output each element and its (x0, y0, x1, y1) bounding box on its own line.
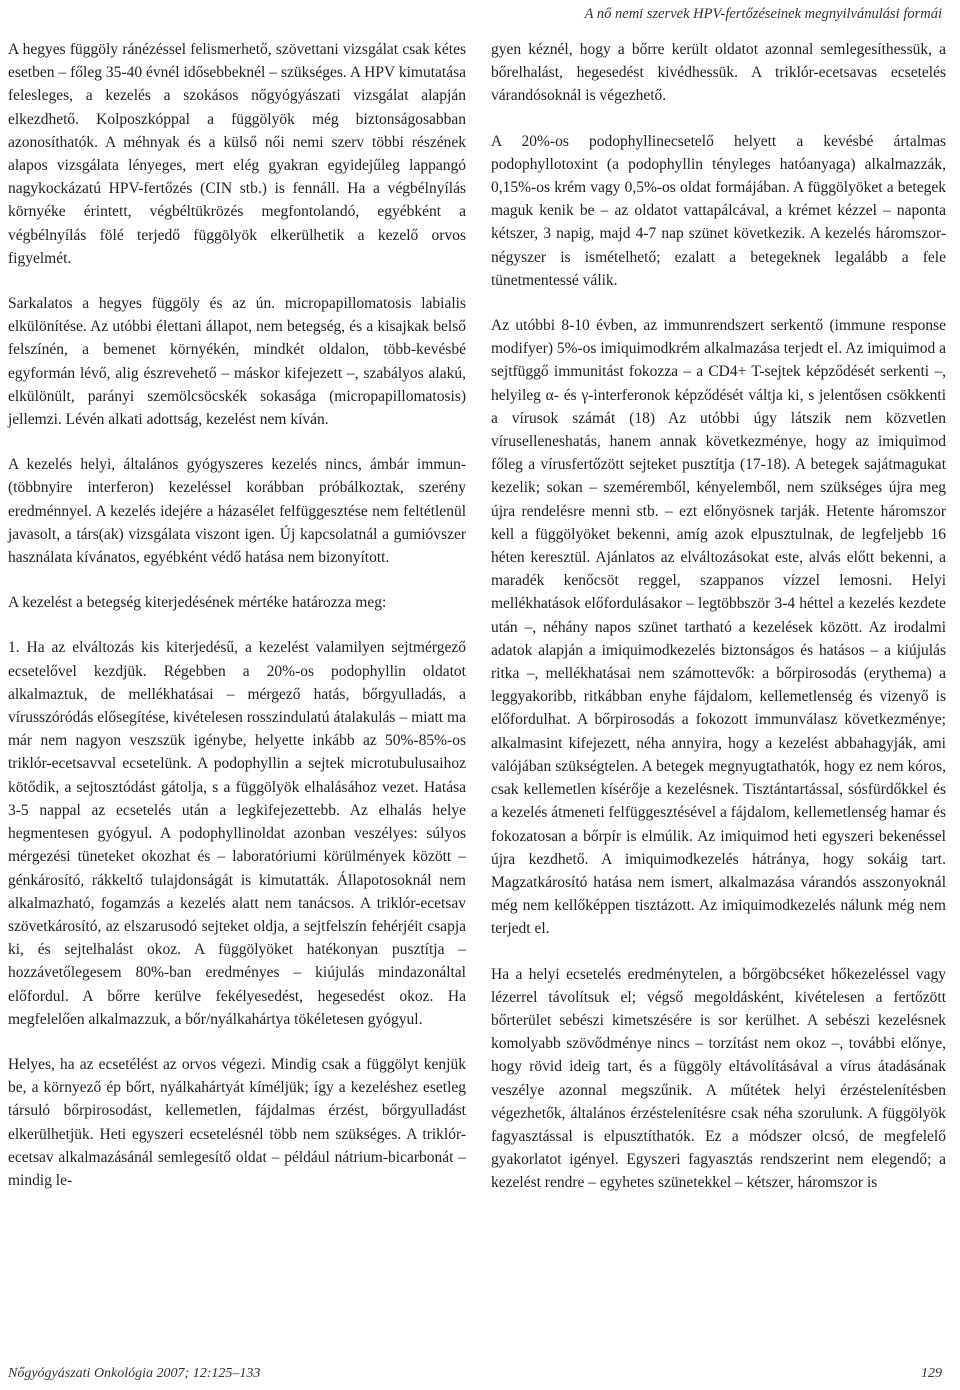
paragraph: gyen kéznél, hogy a bőrre került oldatot azonnal semlegesíthessük, a bőrelhalást, hegesedést kivédhessük. A triklór-ecetsavas ecsetelés várandósoknál is végezhető. (491, 41, 946, 105)
running-title: A nő nemi szervek HPV-fertőzéseinek megnyilvánulási formái (584, 6, 942, 22)
paragraph: Ha a helyi ecsetelés eredménytelen, a bőrgöbcséket hőkezeléssel vagy lézerrel távolítsuk el; végső megoldásként, kivételesen a fertőzött bőrterület sebészi kimetszésére is sor kerülhet. A sebészi kezelésnek komolyabb szövődménye nincs – torzítást nem okoz –, további előnye, hogy rövid ideig tart, és a függöly eltávolításával a vírus átadásának veszélye azonnal megszűnik. A műtétek helyi érzéstelenítésben végezhetők, általános érzéstelenítésre csak néha szorulunk. A függölyök fagyasztással is elpusztíthatók. Ez a módszer olcsó, de megfelelő gyakorlatot igényel. Egyszeri fagyasztás rendszerint nem elegendő; a kezelést rendre – egyhetes szünetekkel – kétszer, háromszor is (491, 965, 946, 1192)
right-column (491, 38, 946, 1217)
paragraph: Az utóbbi 8-10 évben, az immunrendszert serkentő (immune response modifyer) 5%-os imiquimodkrém alkalmazása terjedt el. Az imiquimod a sejtfüggő immunitást fokozza – a CD4+ T-sejtek képződését serkenti –, helyileg α- és γ-interferonok képződését váltja ki, s jelentősen csökkenti a vírusok számát (18) Az utóbbi úgy látszik nem közvetlen víruselleneshatás, hanem annak következménye, hogy az imiquimod főleg a vírusfertőzött sejteket pusztítja (17-18). A betegek sajátmagukat kezelik; sokan – szeméremből, kényelemből, nem szükséges újra meg újra rendelésre menni stb. – ezt előnyösnek tarják. Hetente háromszor kell a függölyöket bekenni, amíg azok elpusztulnak, de legfeljebb 16 héten keresztül. Ajánlatos az elváltozásokat este, alvás előtt bekenni, a maradék kenőcsöt reggel, szappanos vízzel lemosni. Helyi mellékhatások előfordulásakor – legtöbbször 3-4 héttel a kezelés kezdete után –, néhány napos szünet tartható a kezelések között. Az irodalmi adatok alapján a imiquimodkezelés biztonságos és hatásos – a kiújulás ritka –, mellékhatásai nem számottevők: a bőrpirosodás (erythema) a leggyakoribb, ritkábban enyhe fájdalom, kellemetlenség és vizenyő is előfordulhat. A bőrpirosodás a fokozott immunválasz következménye; alkalmasint kifejezett, néha annyira, hogy a kezelést abbahagyják, ami valójában szükségtelen. A betegek megnyugtathatók, hogy ez nem kóros, csak kellemetlen kísérője a kezelésnek. Tisztántartással, sósfürdőkkel és a kezelés átmeneti felfüggesztésével a fájdalom, kellemetlenség hamar és fokozatosan a bőrpír is elmúlik. Az imiquimod heti egyszeri bekenéssel újra kezdhető. A imiquimodkezelés hátránya, hogy sokáig tart. Magzatkárosító hatása nem ismert, alkalmazása várandós asszonyoknál még nem kellőképpen tisztázott. Az imiquimodkezelés nálunk még nem terjedt el. (491, 317, 946, 938)
paragraph: 1. Ha az elváltozás kis kiterjedésű, a kezelést valamilyen sejtmérgező ecsetelővel kezdjük. Régebben a 20%-os podophyllin oldatot alkalmaztuk, de mellékhatásai – mérgező hatás, bőrgyulladás, a vírusszóródás elősegítése, kivételesen rosszindulatú átalakulás – miatt ma már nem nagyon veszszük igénybe, helyette inkább az 50%-85%-os triklór-ecetsavval ecsetelünk. A podophyllin a sejtek microtubulusaihoz kötődik, a sejtosztódást gátolja, s a függölyök elhalásához vezet. Hatása 3-5 nappal az ecsetelés után a legkifejezettebb. Az elhalás helye hegmentesen gyógyul. A podophyllinoldat azonban veszélyes: súlyos mérgezési tüneteket okozhat és – laboratóriumi körülmények között – génkárosító, rákkeltő tulajdonságát is kimutatták. Állapotosoknál nem alkalmazható, fogamzás a kezelés alatt nem tanácsos. A triklór-ecetsav szövetkárosító, az elszarusodó sejteket oldja, a sejtfelszín fehérjéit csapja ki, és sejtelhalást okoz. A függölyöket hatékonyan pusztítja – hozzávetőlegesem 80%-ban eredményes – kiújulás mindazonáltal előfordul. A bőrre kerülve fekélyesedést, hegesedést okoz. Ha megfelelően alkalmazzuk, a bőr/nyálkahártya tökéletesen gyógyul. (8, 639, 466, 1028)
left-column (8, 38, 466, 1214)
page-number: 129 (921, 1366, 942, 1381)
paragraph: Helyes, ha az ecsetélést az orvos végezi. Mindig csak a függölyt kenjük be, a környező ép bőrt, nyálkahártyát kíméljük; így a kezeléshez esetleg társuló bőrpirosodást, kellemetlen, fájdalmas érzést, bőrgyulladást elkerülhetjük. Heti egyszeri ecsetelésnél több nem szükséges. A triklór-ecetsav alkalmazásánál semlegesítő oldat – például nátrium-bicarbonát – mindig le- (8, 1055, 466, 1189)
paragraph: Sarkalatos a hegyes függöly és az ún. micropapillomatosis labialis elkülönítése. Az utóbbi élettani állapot, nem betegség, és a kisajkak belső felszínén, a bemenet környékén, mindkét oldalon, több-kevésbé egyformán lévő, alig észrevehető – máskor kifejezett –, szabályos alakú, elkülönült, parányi szemölcsöcskék sokasága (micropapillomatosis) jellemzi. Lévén alkati adottság, kezelést nem kíván. (8, 295, 466, 429)
paragraph: A hegyes függöly ránézéssel felismerhető, szövettani vizsgálat csak kétes esetben – főleg 35-40 évnél idősebbeknél – szükséges. A HPV kimutatása felesleges, a kezelés a szokásos nőgyógyászati vizsgálat alapján elkezdhető. Kolposzkóppal a függölyök még biztonságosabban azonosíthatók. A méhnyak és a külső női nemi szerv többi részének alapos vizsgálata lényeges, mert elég gyakran egyidejűleg lappangó nagykockázatú HPV-fertőzés (CIN stb.) is fennáll. Ha a végbélnyílás környéke érintett, végbéltükrözés megfontolandó, egyébként a végbélnyílás fölé terjedő függölyök elkerülhetik a kezelő orvos figyelmét. (8, 41, 466, 267)
paragraph: A 20%-os podophyllinecsetelő helyett a kevésbé ártalmas podophyllotoxint (a podophyllin tényleges hatóanyaga) alkalmazzák, 0,15%-os krém vagy 0,5%-os oldat formájában. A függölyöket a betegek maguk kenik be – az oldatot vattapálcával, a krémet kézzel – naponta kétszer, 3 napig, majd 4-7 nap szünet következik. A kezelés háromszor-négyszer is ismételhető; ezalatt a betegeknek legalább a fele tünetmentessé válik. (491, 132, 946, 289)
paragraph: A kezelést a betegség kiterjedésének mértéke határozza meg: (8, 594, 387, 612)
paragraph: A kezelés helyi, általános gyógyszeres kezelés nincs, ámbár immun- (többnyire interferon) kezeléssel korábban próbálkoztak, szerény eredménnyel. A kezelés idejére a házasélet felfüggesztése nem feltétlenül javasolt, a társ(ak) vizsgálata viszont igen. Új kapcsolatnál a gumióvszer használata kívánatos, egyébként védő hatása nem bizonyított. (8, 456, 466, 567)
journal-citation: Nőgyógyászati Onkológia 2007; 12:125–133 (8, 1366, 261, 1381)
